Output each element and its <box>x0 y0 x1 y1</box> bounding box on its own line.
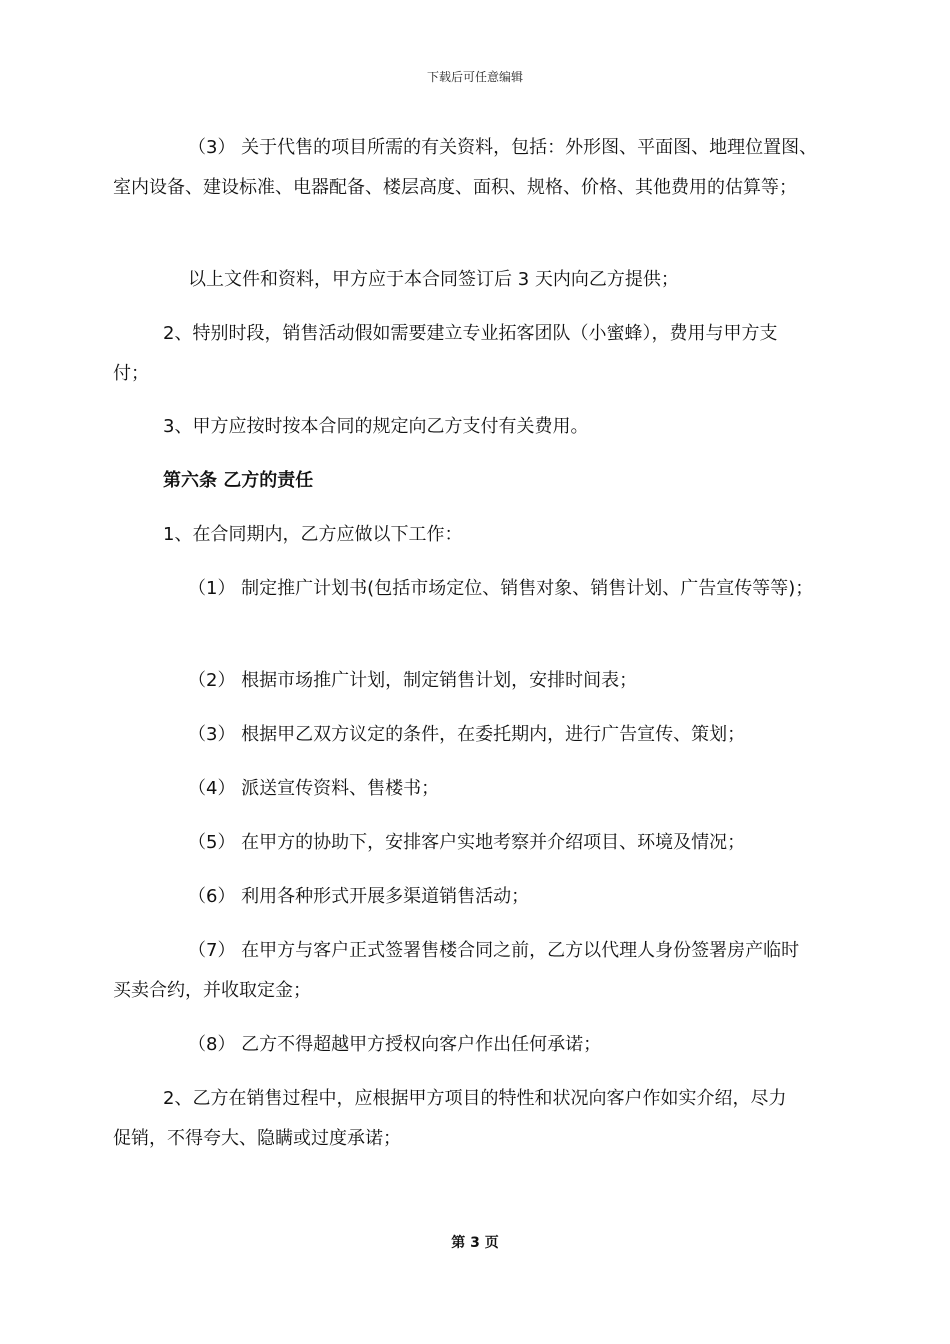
list-item-continuation: 买卖合约，并收取定金； <box>113 980 311 1001</box>
page-number: 第 3 页 <box>451 1235 499 1251</box>
list-item: （1） 制定推广计划书(包括市场定位、销售对象、销售计划、广告宣传等等)； <box>188 578 814 599</box>
paragraph-line: 以上文件和资料，甲方应于本合同签订后 3 天内向乙方提供； <box>188 269 679 290</box>
list-item: （3） 根据甲乙双方议定的条件，在委托期内，进行广告宣传、策划； <box>188 724 746 745</box>
paragraph-line: 室内设备、建设标准、电器配备、楼层高度、面积、规格、价格、其他费用的估算等； <box>113 177 797 198</box>
list-item: （6） 利用各种形式开展多渠道销售活动； <box>188 886 530 907</box>
paragraph-line: 付； <box>113 363 149 384</box>
list-item: （2） 根据市场推广计划，制定销售计划，安排时间表； <box>188 670 638 691</box>
list-item: （7） 在甲方与客户正式签署售楼合同之前，乙方以代理人身份签署房产临时 <box>188 940 800 961</box>
list-item: （5） 在甲方的协助下，安排客户实地考察并介绍项目、环境及情况； <box>188 832 746 853</box>
paragraph-line: 促销，不得夸大、隐瞒或过度承诺； <box>113 1128 401 1149</box>
page-header: 下载后可任意编辑 <box>426 70 523 84</box>
paragraph-line: 2、特别时段，销售活动假如需要建立专业拓客团队（小蜜蜂），费用与甲方支 <box>163 323 778 344</box>
paragraph-line: 3、甲方应按时按本合同的规定向乙方支付有关费用。 <box>163 416 589 437</box>
list-item: （8） 乙方不得超越甲方授权向客户作出任何承诺； <box>188 1034 602 1055</box>
paragraph-line: 2、乙方在销售过程中，应根据甲方项目的特性和状况向客户作如实介绍，尽力 <box>163 1088 787 1109</box>
paragraph-line: （3） 关于代售的项目所需的有关资料，包括：外形图、平面图、地理位置图、 <box>188 137 818 158</box>
list-item: （4） 派送宣传资料、售楼书； <box>188 778 440 799</box>
section-heading: 第六条 乙方的责任 <box>163 470 314 491</box>
paragraph-line: 1、在合同期内，乙方应做以下工作： <box>163 524 463 545</box>
